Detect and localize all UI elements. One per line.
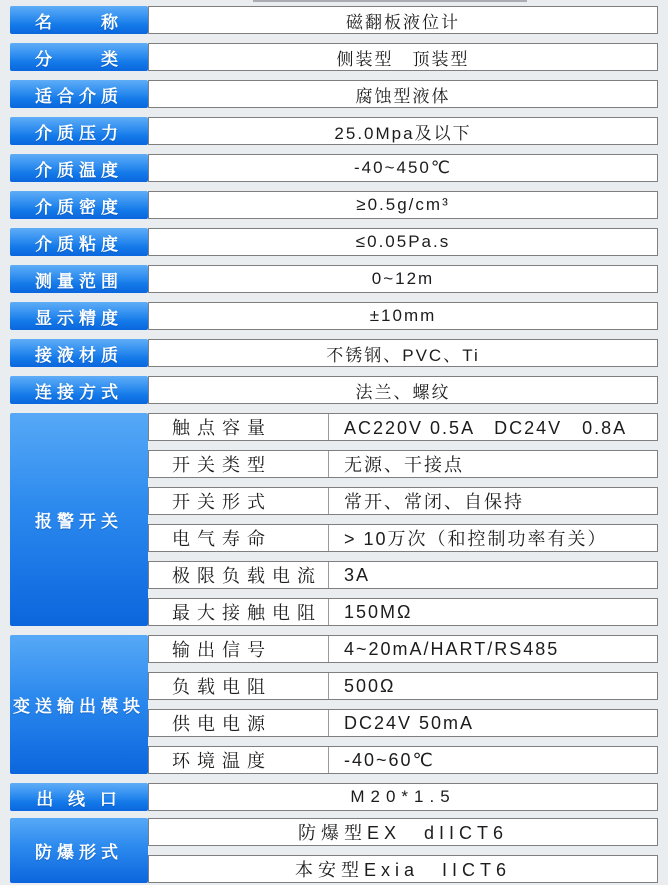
row-value-suitable-medium: 腐蚀型液体 xyxy=(148,80,658,108)
row-label-category: 分 类 xyxy=(10,43,148,71)
section-explosion-proof xyxy=(10,818,658,883)
section-alarm-switch xyxy=(10,413,658,626)
sub-value-power-supply: DC24V 50mA xyxy=(344,712,475,733)
table-row xyxy=(10,302,658,330)
row-value-medium-pressure: 25.0Mpa及以下 xyxy=(148,117,658,145)
sub-value-output-signal: 4~20mA/HART/RS485 xyxy=(344,638,560,659)
sub-label-switch-form: 开关形式 xyxy=(149,488,329,514)
sub-value-ambient-temperature: -40~60℃ xyxy=(344,749,435,770)
table-row xyxy=(10,117,658,145)
cropped-top-border-fragment xyxy=(253,0,527,2)
sub-value-switch-form: 常开、常闭、自保持 xyxy=(344,492,524,512)
sub-label-switch-type: 开关类型 xyxy=(149,451,329,477)
row-label-medium-temperature: 介质温度 xyxy=(10,154,148,182)
row-label-display-accuracy: 显示精度 xyxy=(10,302,148,330)
row-value-medium-viscosity: ≤0.05Pa.s xyxy=(148,228,658,256)
sub-label-electrical-life: 电气寿命 xyxy=(149,525,329,551)
row-label-name: 名 称 xyxy=(10,6,148,34)
sub-value-load-resistance: 500Ω xyxy=(344,675,396,696)
sub-label-contact-capacity: 触点容量 xyxy=(149,414,329,440)
table-row xyxy=(148,524,658,552)
table-row xyxy=(148,635,658,663)
sub-value-contact-capacity: AC220V 0.5A DC24V 0.8A xyxy=(344,418,628,438)
table-row xyxy=(148,561,658,589)
spec-table xyxy=(10,6,658,885)
table-row xyxy=(10,154,658,182)
sub-label-power-supply: 供电电源 xyxy=(149,710,329,736)
section-transmitter-module xyxy=(10,635,658,774)
sub-label-load-resistance: 负载电阻 xyxy=(149,673,329,699)
table-row xyxy=(148,709,658,737)
explosion-proof-type-exia: 本安型Exia IICT6 xyxy=(148,855,658,883)
row-value-name: 磁翻板液位计 xyxy=(148,6,658,34)
sub-value-electrical-life: > 10万次（和控制功率有关） xyxy=(344,529,608,549)
transmitter-module-rows xyxy=(148,635,658,774)
row-value-measuring-range: 0~12m xyxy=(148,265,658,293)
section-label-alarm-switch: 报警开关 xyxy=(10,413,148,626)
table-row xyxy=(148,598,658,626)
section-label-transmitter-module: 变送输出模块 xyxy=(10,635,148,774)
table-row xyxy=(148,450,658,478)
section-label-explosion-proof: 防爆形式 xyxy=(10,818,148,883)
table-row xyxy=(10,6,658,34)
table-row xyxy=(10,339,658,367)
sub-label-max-contact-resistance: 最大接触电阻 xyxy=(149,599,329,625)
row-label-medium-density: 介质密度 xyxy=(10,191,148,219)
row-label-suitable-medium: 适合介质 xyxy=(10,80,148,108)
table-row xyxy=(10,191,658,219)
table-row xyxy=(148,487,658,515)
sub-label-limit-load-current: 极限负载电流 xyxy=(149,562,329,588)
row-value-cable-outlet: M20*1.5 xyxy=(148,783,658,811)
sub-value-switch-type: 无源、干接点 xyxy=(344,455,464,475)
row-label-connection-type: 连接方式 xyxy=(10,376,148,404)
table-row xyxy=(10,80,658,108)
sub-value-max-contact-resistance: 150MΩ xyxy=(344,601,413,622)
row-value-display-accuracy: ±10mm xyxy=(148,302,658,330)
row-value-wetted-material: 不锈钢、PVC、Ti xyxy=(148,339,658,367)
row-value-medium-temperature: -40~450℃ xyxy=(148,154,658,182)
table-row xyxy=(10,376,658,404)
sub-value-limit-load-current: 3A xyxy=(344,564,371,585)
row-value-category: 侧装型 顶装型 xyxy=(148,43,658,71)
table-row xyxy=(10,265,658,293)
explosion-proof-type-ex: 防爆型EX dIICT6 xyxy=(148,818,658,846)
row-label-medium-viscosity: 介质粘度 xyxy=(10,228,148,256)
table-row xyxy=(148,413,658,441)
row-label-cable-outlet: 出 线 口 xyxy=(10,783,148,811)
row-label-medium-pressure: 介质压力 xyxy=(10,117,148,145)
explosion-proof-rows xyxy=(148,818,658,883)
sub-label-output-signal: 输出信号 xyxy=(149,636,329,662)
row-label-measuring-range: 测量范围 xyxy=(10,265,148,293)
row-value-medium-density: ≥0.5g/cm³ xyxy=(148,191,658,219)
row-value-connection-type: 法兰、螺纹 xyxy=(148,376,658,404)
table-row xyxy=(10,228,658,256)
table-row xyxy=(10,783,658,811)
table-row xyxy=(148,746,658,774)
table-row xyxy=(10,43,658,71)
alarm-switch-rows xyxy=(148,413,658,626)
row-label-wetted-material: 接液材质 xyxy=(10,339,148,367)
sub-label-ambient-temperature: 环境温度 xyxy=(149,747,329,773)
table-row xyxy=(148,672,658,700)
